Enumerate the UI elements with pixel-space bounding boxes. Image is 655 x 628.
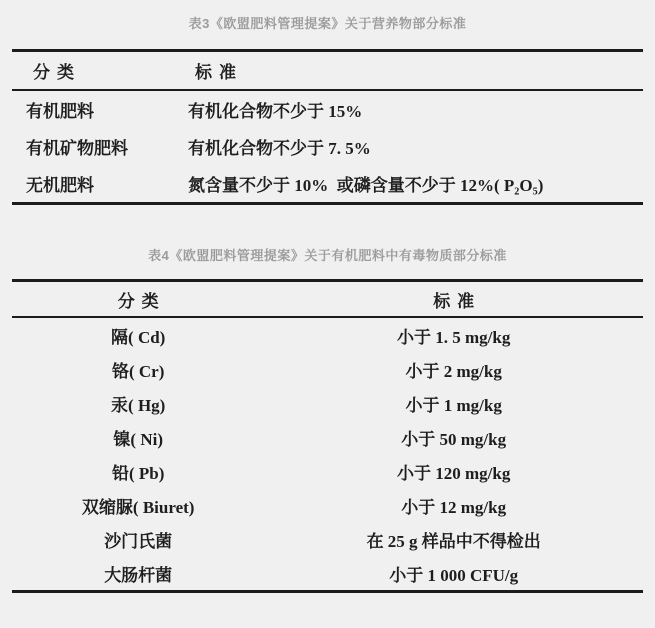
category-cell: 双缩脲( Biuret): [81, 497, 195, 517]
category-cell: 有机矿物肥料: [26, 139, 128, 158]
standard-cell: 氮含量不少于 10% 或磷含量不少于 12%( P₂O₅): [188, 176, 544, 195]
table4-header-category: 分类: [117, 291, 166, 311]
category-cell: 有机肥料: [26, 102, 94, 121]
table4: [12, 279, 643, 593]
table-row: [12, 386, 643, 420]
table3-title: 表3《欧盟肥料管理提案》关于营养物部分标准: [188, 16, 467, 31]
category-cell: 隔( Cd): [111, 327, 166, 347]
table3: [12, 49, 643, 205]
standard-cell: 小于 1 000 CFU/g: [389, 565, 519, 585]
table4-header-row: [12, 282, 643, 318]
standard-cell: 小于 1. 5 mg/kg: [397, 327, 511, 347]
table-row: [12, 352, 643, 386]
table-row: [12, 128, 643, 165]
category-cell: 铅( Pb): [111, 463, 165, 483]
table-row: [12, 454, 643, 488]
category-cell: 铬( Cr): [111, 361, 165, 381]
table-row: [12, 165, 643, 202]
table4-header-standard: 标准: [433, 291, 482, 311]
table3-header-row: [12, 52, 643, 91]
category-cell: 大肠杆菌: [104, 565, 173, 585]
standard-cell: 小于 1 mg/kg: [405, 395, 502, 415]
standard-cell: 在 25 g 样品中不得检出: [366, 531, 541, 551]
table-row: [12, 91, 643, 128]
category-cell: 沙门氏菌: [104, 531, 173, 551]
table-row: [12, 488, 643, 522]
table3-header-category: 分类: [33, 63, 81, 82]
table-row: [12, 556, 643, 590]
table-row: [12, 420, 643, 454]
standard-cell: 小于 120 mg/kg: [397, 463, 511, 483]
category-cell: 无机肥料: [26, 176, 94, 195]
standard-cell: 小于 50 mg/kg: [401, 429, 507, 449]
standard-cell: 有机化合物不少于 15%: [188, 102, 363, 121]
table-row: [12, 522, 643, 556]
table-row: [12, 318, 643, 352]
category-cell: 镍( Ni): [113, 429, 163, 449]
category-cell: 汞( Hg): [111, 395, 166, 415]
table3-header-standard: 标准: [195, 63, 243, 82]
standard-cell: 小于 2 mg/kg: [405, 361, 502, 381]
table4-title: 表4《欧盟肥料管理提案》关于有机肥料中有毒物质部分标准: [148, 248, 507, 263]
standard-cell: 有机化合物不少于 7. 5%: [188, 139, 371, 158]
standard-cell: 小于 12 mg/kg: [401, 497, 507, 517]
